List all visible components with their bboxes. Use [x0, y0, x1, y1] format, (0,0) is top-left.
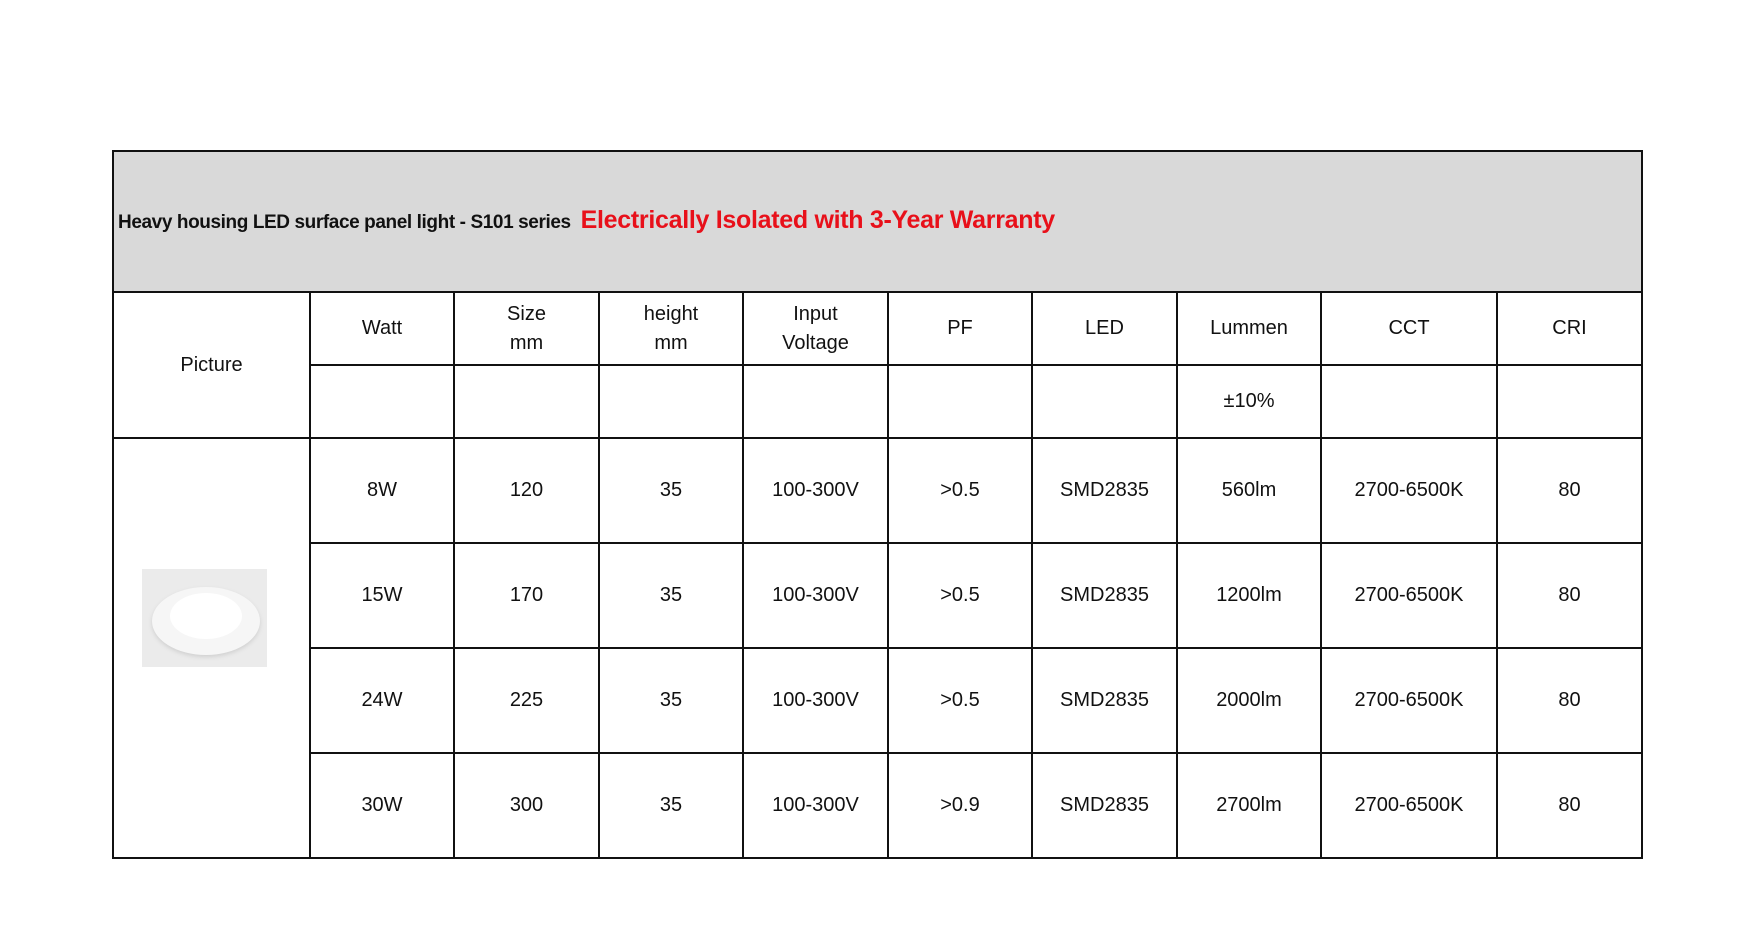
- table-row: [113, 438, 1642, 543]
- header-pf: PF: [888, 292, 1032, 365]
- product-title: Heavy housing LED surface panel light - S101 series: [118, 212, 571, 233]
- cell-cct: 2700-6500K: [1321, 753, 1497, 858]
- cell-size: 225: [454, 648, 599, 753]
- header-voltage-line2: Voltage: [782, 331, 849, 354]
- cell-height: 35: [599, 543, 743, 648]
- table-row: [113, 543, 1642, 648]
- header-size: [454, 292, 599, 365]
- led-panel-photo-icon: [142, 569, 267, 667]
- spec-table: [112, 150, 1643, 859]
- cell-watt: 8W: [310, 438, 454, 543]
- header-cri: CRI: [1497, 292, 1642, 365]
- header-size-line1: Size: [507, 302, 546, 325]
- cell-cri: 80: [1497, 648, 1642, 753]
- cell-lumen: 560lm: [1177, 438, 1321, 543]
- cell-height: 35: [599, 753, 743, 858]
- header-picture: Picture: [113, 292, 310, 438]
- cell-size: 170: [454, 543, 599, 648]
- cell-voltage: 100-300V: [743, 438, 888, 543]
- cell-lumen: 2000lm: [1177, 648, 1321, 753]
- cell-cri: 80: [1497, 438, 1642, 543]
- warranty-highlight: Electrically Isolated with 3-Year Warranty: [580, 206, 1055, 234]
- cell-cct: 2700-6500K: [1321, 543, 1497, 648]
- header-size-line2: mm: [509, 331, 544, 354]
- cell-pf: >0.5: [888, 543, 1032, 648]
- header-watt: Watt: [310, 292, 454, 365]
- cell-cct: 2700-6500K: [1321, 438, 1497, 543]
- header-lumen: Lummen: [1177, 292, 1321, 365]
- empty-cell: [743, 365, 888, 438]
- empty-cell: [310, 365, 454, 438]
- cell-pf: >0.9: [888, 753, 1032, 858]
- cell-watt: 30W: [310, 753, 454, 858]
- header-led: LED: [1032, 292, 1177, 365]
- table-row: [113, 648, 1642, 753]
- cell-size: 300: [454, 753, 599, 858]
- cell-led: SMD2835: [1032, 543, 1177, 648]
- cell-height: 35: [599, 648, 743, 753]
- table-row: [113, 753, 1642, 858]
- cell-led: SMD2835: [1032, 753, 1177, 858]
- header-voltage-line1: Input: [793, 302, 838, 325]
- header-height-line2: mm: [654, 331, 688, 354]
- empty-cell: [599, 365, 743, 438]
- empty-cell: [1321, 365, 1497, 438]
- header-voltage: [743, 292, 888, 365]
- cell-watt: 24W: [310, 648, 454, 753]
- cell-pf: >0.5: [888, 438, 1032, 543]
- empty-cell: [1497, 365, 1642, 438]
- title-banner: [113, 151, 1642, 292]
- cell-size: 120: [454, 438, 599, 543]
- cell-led: SMD2835: [1032, 648, 1177, 753]
- cell-voltage: 100-300V: [743, 648, 888, 753]
- cell-led: SMD2835: [1032, 438, 1177, 543]
- header-cct: CCT: [1321, 292, 1497, 365]
- cell-lumen: 1200lm: [1177, 543, 1321, 648]
- cell-cri: 80: [1497, 543, 1642, 648]
- empty-cell: [454, 365, 599, 438]
- cell-pf: >0.5: [888, 648, 1032, 753]
- header-height: [599, 292, 743, 365]
- picture-cell: [113, 438, 310, 858]
- empty-cell: [888, 365, 1032, 438]
- lumen-tolerance: ±10%: [1177, 365, 1321, 438]
- empty-cell: [1032, 365, 1177, 438]
- cell-voltage: 100-300V: [743, 543, 888, 648]
- cell-height: 35: [599, 438, 743, 543]
- cell-voltage: 100-300V: [743, 753, 888, 858]
- header-height-line1: height: [643, 302, 699, 325]
- cell-watt: 15W: [310, 543, 454, 648]
- cell-cct: 2700-6500K: [1321, 648, 1497, 753]
- cell-cri: 80: [1497, 753, 1642, 858]
- cell-lumen: 2700lm: [1177, 753, 1321, 858]
